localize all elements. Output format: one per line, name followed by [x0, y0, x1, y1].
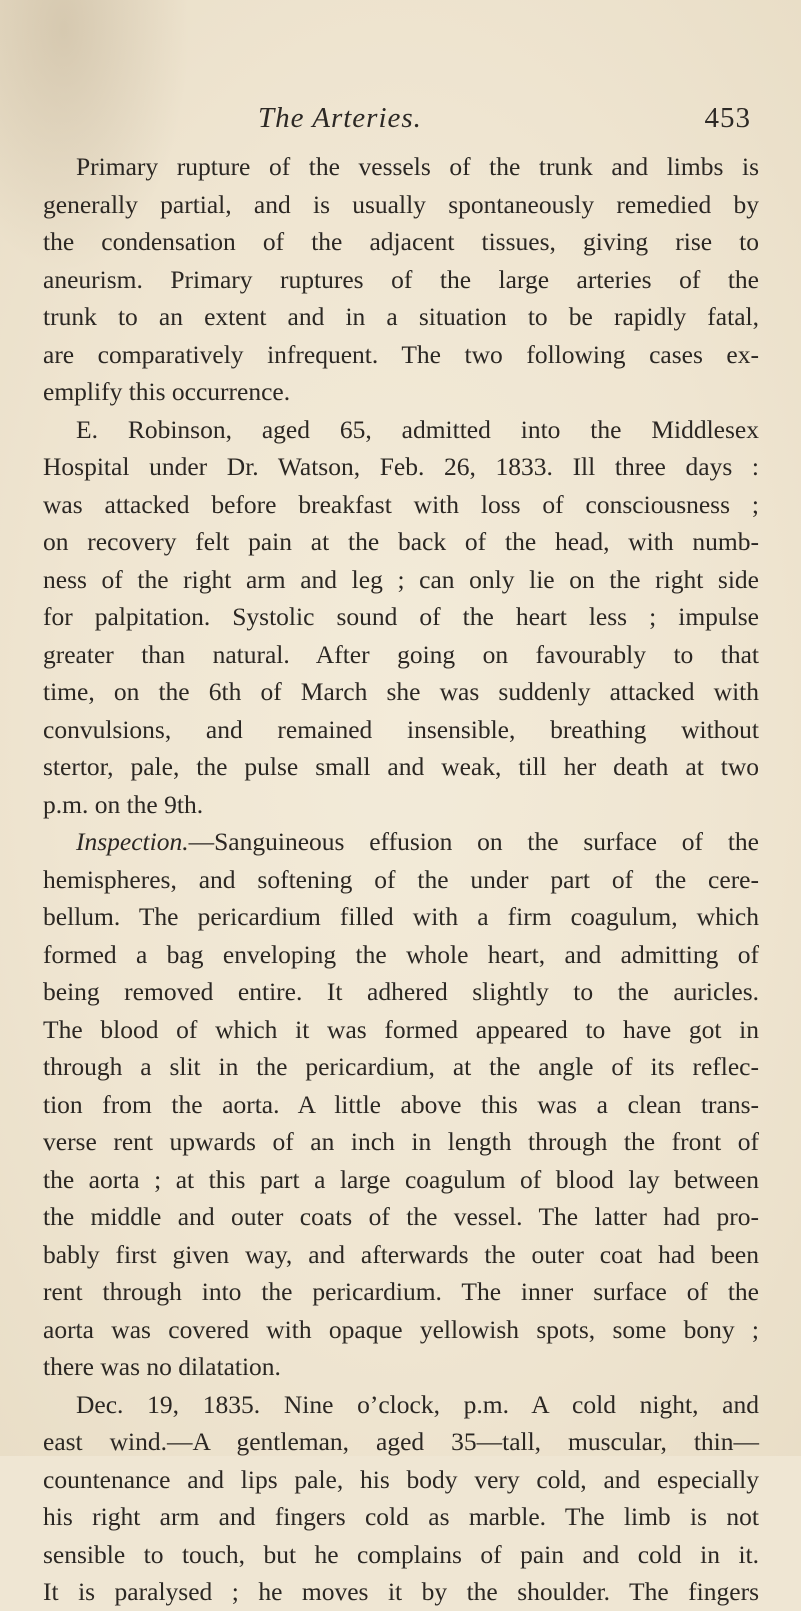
text-line — [43, 448, 759, 486]
text-line — [43, 748, 759, 786]
text-line-content: the condensation of the adjacent tissues, giving rise to — [43, 227, 759, 256]
text-line — [43, 598, 759, 636]
text-line — [43, 1423, 759, 1461]
text-line — [43, 336, 759, 374]
text-line — [43, 1198, 759, 1236]
text-line — [43, 261, 759, 299]
text-line-content: aorta was covered with opaque yellowish spots, some bony ; — [43, 1314, 759, 1344]
text-line-content: rent through into the pericardium. The inner surface of the — [43, 1277, 759, 1306]
text-line-content: there was no dilatation. — [43, 1352, 281, 1381]
text-line — [43, 823, 759, 861]
text-line — [43, 973, 759, 1011]
text-line — [43, 786, 759, 824]
text-line-content: Primary rupture of the vessels of the trunk and limbs is — [76, 152, 759, 181]
text-line — [43, 1048, 759, 1086]
text-line-content: was attacked before breakfast with loss of consciousness ; — [43, 489, 759, 519]
text-line-content: countenance and lips pale, his body very cold, and especially — [43, 1464, 759, 1494]
text-line-content: It is paralysed ; he moves it by the shoulder. The fingers — [43, 1577, 759, 1606]
text-line — [43, 298, 759, 336]
text-line-content: tion from the aorta. A little above this was a clean trans- — [43, 1089, 759, 1119]
text-line — [43, 1273, 759, 1311]
text-line — [43, 523, 759, 561]
text-line — [43, 561, 759, 599]
text-line-content: through a slit in the pericardium, at the angle of its reflec- — [43, 1052, 759, 1081]
text-line-content: sensible to touch, but he complains of pain and cold in it. — [43, 1539, 759, 1569]
text-line-content: stertor, pale, the pulse small and weak, till her death at two — [43, 752, 759, 781]
text-line-content: hemispheres, and softening of the under part of the cere- — [43, 864, 759, 894]
text-line-content: ness of the right arm and leg ; can only lie on the right side — [43, 564, 759, 594]
text-line — [43, 898, 759, 936]
text-line — [43, 373, 759, 411]
text-line-content: —Sanguineous effusion on the surface of the — [188, 827, 759, 856]
text-line-content: for palpitation. Systolic sound of the heart less ; impulse — [43, 602, 759, 631]
text-line-content: on recovery felt pain at the back of the head, with numb- — [43, 527, 759, 556]
body-text — [43, 148, 759, 1611]
text-line-content: greater than natural. After going on favourably to that — [43, 639, 759, 669]
text-line-content: E. Robinson, aged 65, admitted into the Middlesex — [76, 414, 759, 444]
text-line — [43, 1498, 759, 1536]
text-line — [43, 936, 759, 974]
text-line-content: The blood of which it was formed appeared to have got in — [43, 1014, 759, 1044]
text-line — [43, 1011, 759, 1049]
text-line-content: aneurism. Primary ruptures of the large arteries of the — [43, 264, 759, 294]
text-line — [43, 186, 759, 224]
text-line-content: trunk to an extent and in a situation to be rapidly fatal, — [43, 302, 759, 331]
text-line — [43, 1236, 759, 1274]
text-line — [43, 223, 759, 261]
text-line — [43, 673, 759, 711]
text-line — [43, 1536, 759, 1574]
text-line — [43, 1311, 759, 1349]
text-line — [43, 1386, 759, 1424]
text-line-content: bellum. The pericardium filled with a firm coagulum, which — [43, 902, 759, 931]
text-line — [43, 636, 759, 674]
text-line — [43, 148, 759, 186]
text-line-content: p.m. on the 9th. — [43, 789, 204, 819]
text-line-content: bably first given way, and afterwards the outer coat had been — [43, 1239, 759, 1269]
text-line-content: generally partial, and is usually spontaneously remedied by — [43, 189, 759, 219]
text-line-content: verse rent upwards of an inch in length through the front of — [43, 1127, 759, 1156]
text-line-content: emplify this occurrence. — [43, 377, 291, 406]
text-line-content: formed a bag enveloping the whole heart, and admitting of — [43, 939, 759, 969]
running-title: The Arteries. — [258, 102, 422, 134]
text-line — [43, 486, 759, 524]
text-line-content: east wind.—A gentleman, aged 35—tall, muscular, thin— — [43, 1427, 759, 1456]
text-line-content: Hospital under Dr. Watson, Feb. 26, 1833. Ill three days : — [43, 452, 759, 481]
section-lead: Inspection. — [76, 827, 189, 856]
text-line — [43, 711, 759, 749]
text-line — [43, 1461, 759, 1499]
text-line — [43, 1573, 759, 1611]
text-line — [43, 411, 759, 449]
text-line-content: time, on the 6th of March she was suddenly attacked with — [43, 677, 759, 706]
text-line — [43, 861, 759, 899]
page-number: 453 — [704, 102, 751, 134]
text-line-content: convulsions, and remained insensible, breathing without — [43, 714, 759, 744]
text-line — [43, 1348, 759, 1386]
text-line-content: are comparatively infrequent. The two following cases ex- — [43, 339, 759, 369]
text-line — [43, 1161, 759, 1199]
text-line-content: being removed entire. It adhered slightly to the auricles. — [43, 977, 759, 1006]
text-line-content: the aorta ; at this part a large coagulum of blood lay between — [43, 1164, 759, 1194]
text-line-content: Dec. 19, 1835. Nine o’clock, p.m. A cold night, and — [76, 1389, 759, 1419]
text-line — [43, 1123, 759, 1161]
text-line — [43, 1086, 759, 1124]
text-line-content: the middle and outer coats of the vessel. The latter had pro- — [43, 1202, 759, 1231]
text-line-content: his right arm and fingers cold as marble. The limb is not — [43, 1502, 759, 1531]
page-header — [0, 102, 801, 132]
